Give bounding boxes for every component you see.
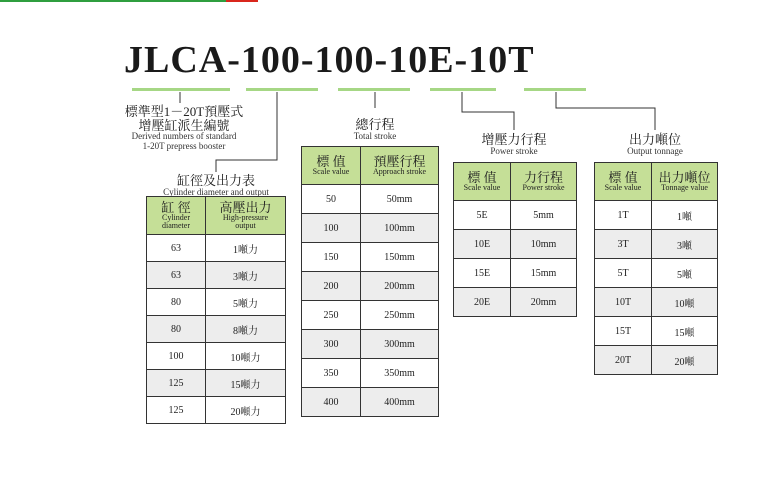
table-row: [147, 316, 286, 343]
table-cell: 20噸力: [206, 397, 286, 424]
table-cell: 5T: [595, 259, 652, 288]
table-cell: 15噸: [652, 317, 718, 346]
table-cell: 20噸: [652, 346, 718, 375]
stroke-title-cn: 總行程: [355, 117, 395, 132]
stroke-header-scale: [302, 147, 361, 185]
standard-label: [104, 105, 264, 151]
table-cell: 3噸力: [206, 262, 286, 289]
header-en: Scale value: [463, 183, 501, 192]
stroke-label: [330, 118, 420, 141]
header-en: Approach stroke: [372, 167, 427, 176]
header-cn: 標 值: [316, 154, 346, 169]
standard-title-cn-2: 增壓缸派生編號: [138, 117, 230, 133]
table-cell: 5噸: [652, 259, 718, 288]
header-en: Scale value: [312, 167, 350, 176]
table-row: [595, 259, 718, 288]
table-cell: 1噸力: [206, 235, 286, 262]
connector-tonnage: [556, 92, 655, 130]
table-cell: 125: [147, 370, 206, 397]
table-row: [595, 201, 718, 230]
power-title-en: Power stroke: [490, 145, 538, 156]
cylinder-table-header: [147, 197, 286, 235]
table-cell: 80: [147, 289, 206, 316]
header-en: High-pressure: [222, 213, 269, 222]
table-row: [595, 288, 718, 317]
header-en: output: [235, 221, 256, 230]
table-cell: 100: [147, 343, 206, 370]
table-cell: 100: [302, 214, 361, 243]
tonnage-label: [605, 133, 705, 156]
stroke-title-en: Total stroke: [353, 130, 397, 141]
table-cell: 20T: [595, 346, 652, 375]
table-cell: 3T: [595, 230, 652, 259]
table-cell: 63: [147, 262, 206, 289]
table-cell: 20mm: [511, 288, 577, 317]
table-row: [302, 359, 439, 388]
table-cell: 10T: [595, 288, 652, 317]
tonnage-header-scale: [595, 163, 652, 201]
table-cell: 200mm: [361, 272, 439, 301]
table-row: [147, 343, 286, 370]
table-cell: 1T: [595, 201, 652, 230]
table-row: [595, 317, 718, 346]
table-cell: 5噸力: [206, 289, 286, 316]
power-table: [453, 162, 577, 317]
table-cell: 300: [302, 330, 361, 359]
table-cell: 10E: [454, 230, 511, 259]
table-cell: 10噸力: [206, 343, 286, 370]
table-cell: 250: [302, 301, 361, 330]
table-cell: 20E: [454, 288, 511, 317]
header-cn: 預壓行程: [373, 154, 426, 169]
connector-power: [462, 92, 514, 130]
tonnage-table-header: [595, 163, 718, 201]
table-cell: 350mm: [361, 359, 439, 388]
table-row: [595, 230, 718, 259]
power-table-header: [454, 163, 577, 201]
header-cn: 標 值: [467, 170, 497, 185]
cylinder-table: [146, 196, 286, 424]
tonnage-table: [594, 162, 718, 375]
table-cell: 50mm: [361, 185, 439, 214]
header-en: Cylinder: [162, 213, 190, 222]
table-cell: 1噸: [652, 201, 718, 230]
standard-title-en-2: 1-20T prepress booster: [142, 140, 226, 151]
power-title-cn: 增壓力行程: [481, 132, 547, 147]
header-cn: 高壓出力: [219, 200, 272, 215]
power-label: [464, 133, 564, 156]
table-cell: 125: [147, 397, 206, 424]
header-en: diameter: [162, 221, 190, 230]
cylinder-header-diameter: [147, 197, 206, 235]
table-cell: 350: [302, 359, 361, 388]
stroke-header-approach: [361, 147, 439, 185]
power-header-scale: [454, 163, 511, 201]
table-cell: 150mm: [361, 243, 439, 272]
header-cn: 力行程: [523, 170, 563, 185]
table-row: [302, 243, 439, 272]
tonnage-title-en: Output tonnage: [627, 145, 683, 156]
table-row: [147, 262, 286, 289]
header-en: Tonnage value: [661, 183, 708, 192]
table-cell: 200: [302, 272, 361, 301]
tonnage-header-value: [652, 163, 718, 201]
table-cell: 50: [302, 185, 361, 214]
table-cell: 10mm: [511, 230, 577, 259]
table-row: [454, 230, 577, 259]
header-cn: 缸 徑: [161, 200, 191, 215]
header-en: Scale value: [604, 183, 642, 192]
cylinder-label: [141, 174, 291, 197]
table-row: [147, 370, 286, 397]
table-cell: 63: [147, 235, 206, 262]
table-cell: 15噸力: [206, 370, 286, 397]
table-cell: 400mm: [361, 388, 439, 417]
table-row: [147, 289, 286, 316]
cylinder-title-en: Cylinder diameter and output: [163, 186, 269, 197]
table-cell: 80: [147, 316, 206, 343]
power-header-stroke: [511, 163, 577, 201]
stroke-table-header: [302, 147, 439, 185]
table-cell: 8噸力: [206, 316, 286, 343]
table-row: [454, 259, 577, 288]
table-cell: 15mm: [511, 259, 577, 288]
standard-title-cn-1: 標準型1－20T預壓式: [124, 104, 244, 119]
tonnage-title-cn: 出力噸位: [628, 132, 681, 147]
header-en: Power stroke: [522, 183, 565, 192]
standard-title-en-1: Derived numbers of standard: [131, 131, 237, 142]
table-row: [302, 272, 439, 301]
header-cn: 標 值: [608, 170, 638, 185]
table-cell: 300mm: [361, 330, 439, 359]
model-code: JLCA-100-100-10E-10T: [124, 39, 535, 81]
table-row: [454, 201, 577, 230]
stroke-table: [301, 146, 439, 417]
cylinder-title-cn: 缸徑及出力表: [176, 173, 255, 188]
table-cell: 150: [302, 243, 361, 272]
table-row: [147, 235, 286, 262]
table-row: [302, 185, 439, 214]
table-cell: 5E: [454, 201, 511, 230]
table-row: [595, 346, 718, 375]
table-cell: 250mm: [361, 301, 439, 330]
table-row: [302, 301, 439, 330]
table-cell: 10噸: [652, 288, 718, 317]
table-cell: 5mm: [511, 201, 577, 230]
cylinder-header-output: [206, 197, 286, 235]
table-row: [302, 330, 439, 359]
table-cell: 15T: [595, 317, 652, 346]
table-cell: 3噸: [652, 230, 718, 259]
table-cell: 15E: [454, 259, 511, 288]
table-row: [302, 388, 439, 417]
table-cell: 100mm: [361, 214, 439, 243]
table-row: [147, 397, 286, 424]
table-cell: 400: [302, 388, 361, 417]
table-row: [454, 288, 577, 317]
header-cn: 出力噸位: [658, 170, 711, 185]
table-row: [302, 214, 439, 243]
